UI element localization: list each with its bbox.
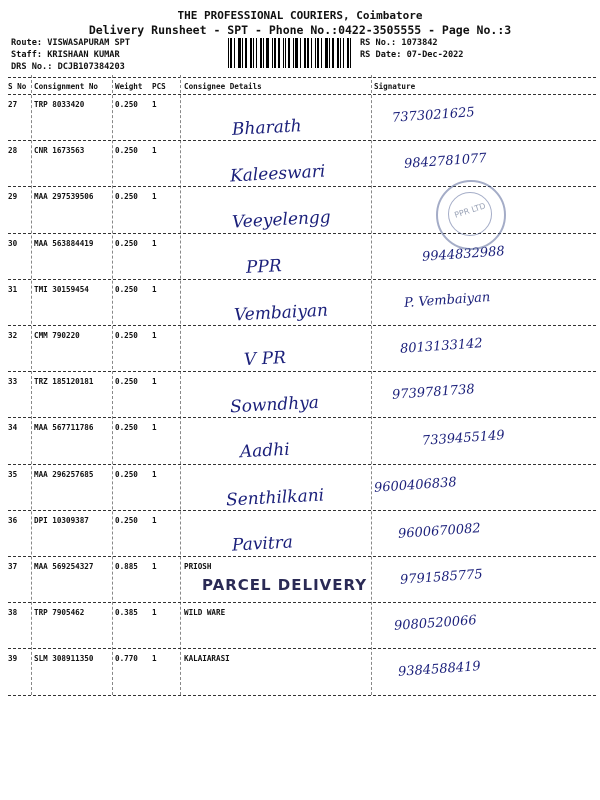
barcode-bar bbox=[315, 38, 316, 68]
row-pcs: 1 bbox=[152, 377, 157, 387]
col-weight: Weight bbox=[115, 82, 143, 91]
row-weight: 0.250 bbox=[115, 515, 138, 525]
row-divider bbox=[8, 417, 596, 418]
row-pcs: 1 bbox=[152, 331, 157, 340]
row-sno: 31 bbox=[8, 284, 18, 294]
barcode-bar bbox=[263, 38, 264, 68]
row-signature: 9600406838 bbox=[373, 474, 458, 496]
row-pcs: 1 bbox=[152, 654, 157, 664]
row-sno: 27 bbox=[8, 100, 18, 109]
row-consignee-handwritten: Senthilkani bbox=[225, 485, 325, 511]
row-signature: 9791585775 bbox=[399, 567, 484, 588]
row-consignment: CMM 790220 bbox=[34, 331, 80, 340]
row-consignee-printed: WILD WARE bbox=[184, 608, 226, 618]
barcode-bar bbox=[340, 38, 341, 68]
barcode-bar bbox=[332, 38, 334, 68]
barcode-bar bbox=[245, 38, 247, 68]
row-consignment: MAA 297539506 bbox=[34, 192, 94, 202]
row-divider bbox=[8, 510, 596, 511]
row-sno: 37 bbox=[8, 562, 18, 571]
row-pcs: 1 bbox=[152, 238, 157, 248]
header-divider-bottom bbox=[8, 94, 596, 95]
stamp-text: PPR LTD bbox=[453, 201, 487, 220]
row-consignment: MAA 569254327 bbox=[34, 562, 94, 571]
row-weight: 0.250 bbox=[115, 469, 138, 479]
row-pcs: 1 bbox=[152, 192, 157, 202]
row-consignment: MAA 563884419 bbox=[34, 238, 94, 248]
row-signature: 7339455149 bbox=[421, 428, 506, 450]
row-consignee-handwritten: Aadhi bbox=[239, 440, 291, 463]
row-pcs: 1 bbox=[152, 562, 157, 571]
barcode-bar bbox=[272, 38, 273, 68]
barcode-bar bbox=[266, 38, 269, 68]
row-consignee-printed: KALAIARASI bbox=[184, 654, 230, 664]
row-pcs: 1 bbox=[152, 284, 157, 294]
barcode-bar bbox=[307, 38, 309, 68]
barcode-bar bbox=[337, 38, 339, 68]
route-label: Route: VISWASAPURAM SPT bbox=[11, 38, 130, 48]
barcode-bar bbox=[293, 38, 294, 68]
barcode-bar bbox=[347, 38, 349, 68]
row-consignment: DPI 10309387 bbox=[34, 515, 89, 525]
row-divider bbox=[8, 602, 596, 603]
barcode-bar bbox=[228, 38, 229, 68]
col-sno: S No bbox=[8, 82, 27, 91]
row-divider bbox=[8, 556, 596, 557]
row-consignment: TRP 8033420 bbox=[34, 100, 85, 109]
row-consignment: CNR 1673563 bbox=[34, 146, 85, 156]
row-pcs: 1 bbox=[152, 515, 157, 525]
col-consignment: Consignment No bbox=[34, 82, 99, 91]
row-divider bbox=[8, 464, 596, 465]
row-divider bbox=[8, 233, 596, 234]
route-staff-block bbox=[11, 37, 130, 73]
row-consignee-handwritten: V PR bbox=[243, 347, 287, 371]
row-consignee-handwritten: Vembaiyan bbox=[233, 300, 329, 326]
rs-date: RS Date: 07-Dec-2022 bbox=[360, 50, 464, 60]
row-consignee-handwritten: Kaleeswari bbox=[229, 161, 326, 187]
row-signature: 9384588419 bbox=[397, 659, 482, 681]
barcode-bar bbox=[304, 38, 306, 68]
row-sno: 28 bbox=[8, 146, 18, 156]
barcode-bar bbox=[238, 38, 241, 68]
row-consignee-handwritten: Veeyelengg bbox=[231, 207, 332, 233]
barcode-bar bbox=[325, 38, 328, 68]
row-consignment: TRP 7905462 bbox=[34, 608, 85, 618]
barcode-bar bbox=[317, 38, 319, 68]
barcode-bar bbox=[274, 38, 276, 68]
row-divider bbox=[8, 140, 596, 141]
barcode-bar bbox=[300, 38, 301, 68]
company-title: THE PROFESSIONAL COURIERS, Coimbatore bbox=[177, 9, 423, 22]
rs-number: RS No.: 1073842 bbox=[360, 38, 438, 48]
barcode-bar bbox=[288, 38, 290, 68]
row-weight: 0.250 bbox=[115, 377, 138, 387]
barcode-bar bbox=[253, 38, 254, 68]
row-signature: P. Vembaiyan bbox=[403, 289, 491, 311]
row-sno: 30 bbox=[8, 238, 18, 248]
row-sno: 34 bbox=[8, 423, 18, 433]
row-weight: 0.250 bbox=[115, 423, 138, 433]
row-pcs: 1 bbox=[152, 146, 157, 156]
row-consignee-handwritten: Pavitra bbox=[231, 532, 294, 556]
barcode-bar bbox=[260, 38, 262, 68]
row-sno: 39 bbox=[8, 654, 18, 664]
runsheet-subtitle: Delivery Runsheet - SPT - Phone No.:0422-3505555 - Page No.:3 bbox=[88, 23, 512, 37]
row-signature: 8013133142 bbox=[399, 336, 484, 357]
row-weight: 0.250 bbox=[115, 284, 138, 294]
row-sno: 36 bbox=[8, 515, 18, 525]
row-sno: 33 bbox=[8, 377, 18, 387]
header-divider-top bbox=[8, 77, 596, 78]
row-weight: 0.250 bbox=[115, 192, 138, 202]
row-consignment: MAA 296257685 bbox=[34, 469, 94, 479]
barcode-bar bbox=[230, 38, 232, 68]
row-signature: 9842781077 bbox=[403, 151, 488, 173]
row-weight: 0.385 bbox=[115, 608, 138, 618]
rs-block bbox=[360, 37, 463, 61]
barcode-bar bbox=[242, 38, 243, 68]
row-weight: 0.250 bbox=[115, 146, 138, 156]
row-consignee-handwritten: PPR bbox=[245, 255, 283, 278]
row-divider bbox=[8, 325, 596, 326]
barcode-bar bbox=[278, 38, 280, 68]
row-sno: 38 bbox=[8, 608, 18, 618]
row-weight: 0.885 bbox=[115, 562, 138, 571]
row-pcs: 1 bbox=[152, 100, 157, 109]
barcode-bar bbox=[250, 38, 252, 68]
row-weight: 0.250 bbox=[115, 238, 138, 248]
row-divider bbox=[8, 648, 596, 649]
row-weight: 0.250 bbox=[115, 100, 138, 109]
round-stamp bbox=[436, 180, 506, 250]
row-signature: 9080520066 bbox=[393, 613, 478, 635]
row-signature: 9944832988 bbox=[421, 243, 506, 265]
row-divider bbox=[8, 695, 596, 696]
row-sno: 32 bbox=[8, 331, 18, 340]
row-sno: 29 bbox=[8, 192, 18, 202]
row-divider bbox=[8, 371, 596, 372]
barcode-bar bbox=[350, 38, 351, 68]
barcode-bar bbox=[285, 38, 286, 68]
barcode-bar bbox=[329, 38, 330, 68]
col-pcs: PCS bbox=[152, 82, 166, 91]
barcode-bar bbox=[311, 38, 312, 68]
barcode-bar bbox=[295, 38, 298, 68]
barcode-bar bbox=[321, 38, 322, 68]
row-pcs: 1 bbox=[152, 469, 157, 479]
row-consignee-handwritten: Bharath bbox=[231, 116, 303, 140]
staff-label: Staff: KRISHAAN KUMAR bbox=[11, 50, 120, 60]
col-consignee: Consignee Details bbox=[184, 82, 262, 91]
row-consignment: MAA 567711786 bbox=[34, 423, 94, 433]
drs-number: DRS No.: DCJB107384203 bbox=[11, 62, 125, 72]
barcode-bar bbox=[283, 38, 284, 68]
barcode-bar bbox=[343, 38, 344, 68]
row-consignment: TMI 30159454 bbox=[34, 284, 89, 294]
row-pcs: 1 bbox=[152, 608, 157, 618]
col-signature: Signature bbox=[374, 82, 416, 91]
row-signature: 9739781738 bbox=[391, 382, 476, 404]
barcode bbox=[228, 38, 354, 68]
row-signature: 7373021625 bbox=[391, 105, 476, 126]
row-consignee-handwritten: Sowndhya bbox=[229, 392, 320, 418]
row-consignee-printed: PRIOSH bbox=[184, 562, 212, 571]
row-sno: 35 bbox=[8, 469, 18, 479]
row-consignment: SLM 308911350 bbox=[34, 654, 94, 664]
row-pcs: 1 bbox=[152, 423, 157, 433]
row-divider bbox=[8, 186, 596, 187]
barcode-bar bbox=[256, 38, 257, 68]
parcel-delivery-stamp: PARCEL DELIVERY bbox=[202, 576, 368, 594]
row-consignment: TRZ 185120181 bbox=[34, 377, 94, 387]
barcode-bar bbox=[234, 38, 235, 68]
row-weight: 0.250 bbox=[115, 331, 138, 340]
row-signature: 9600670082 bbox=[397, 520, 482, 542]
row-divider bbox=[8, 279, 596, 280]
row-weight: 0.770 bbox=[115, 654, 138, 664]
